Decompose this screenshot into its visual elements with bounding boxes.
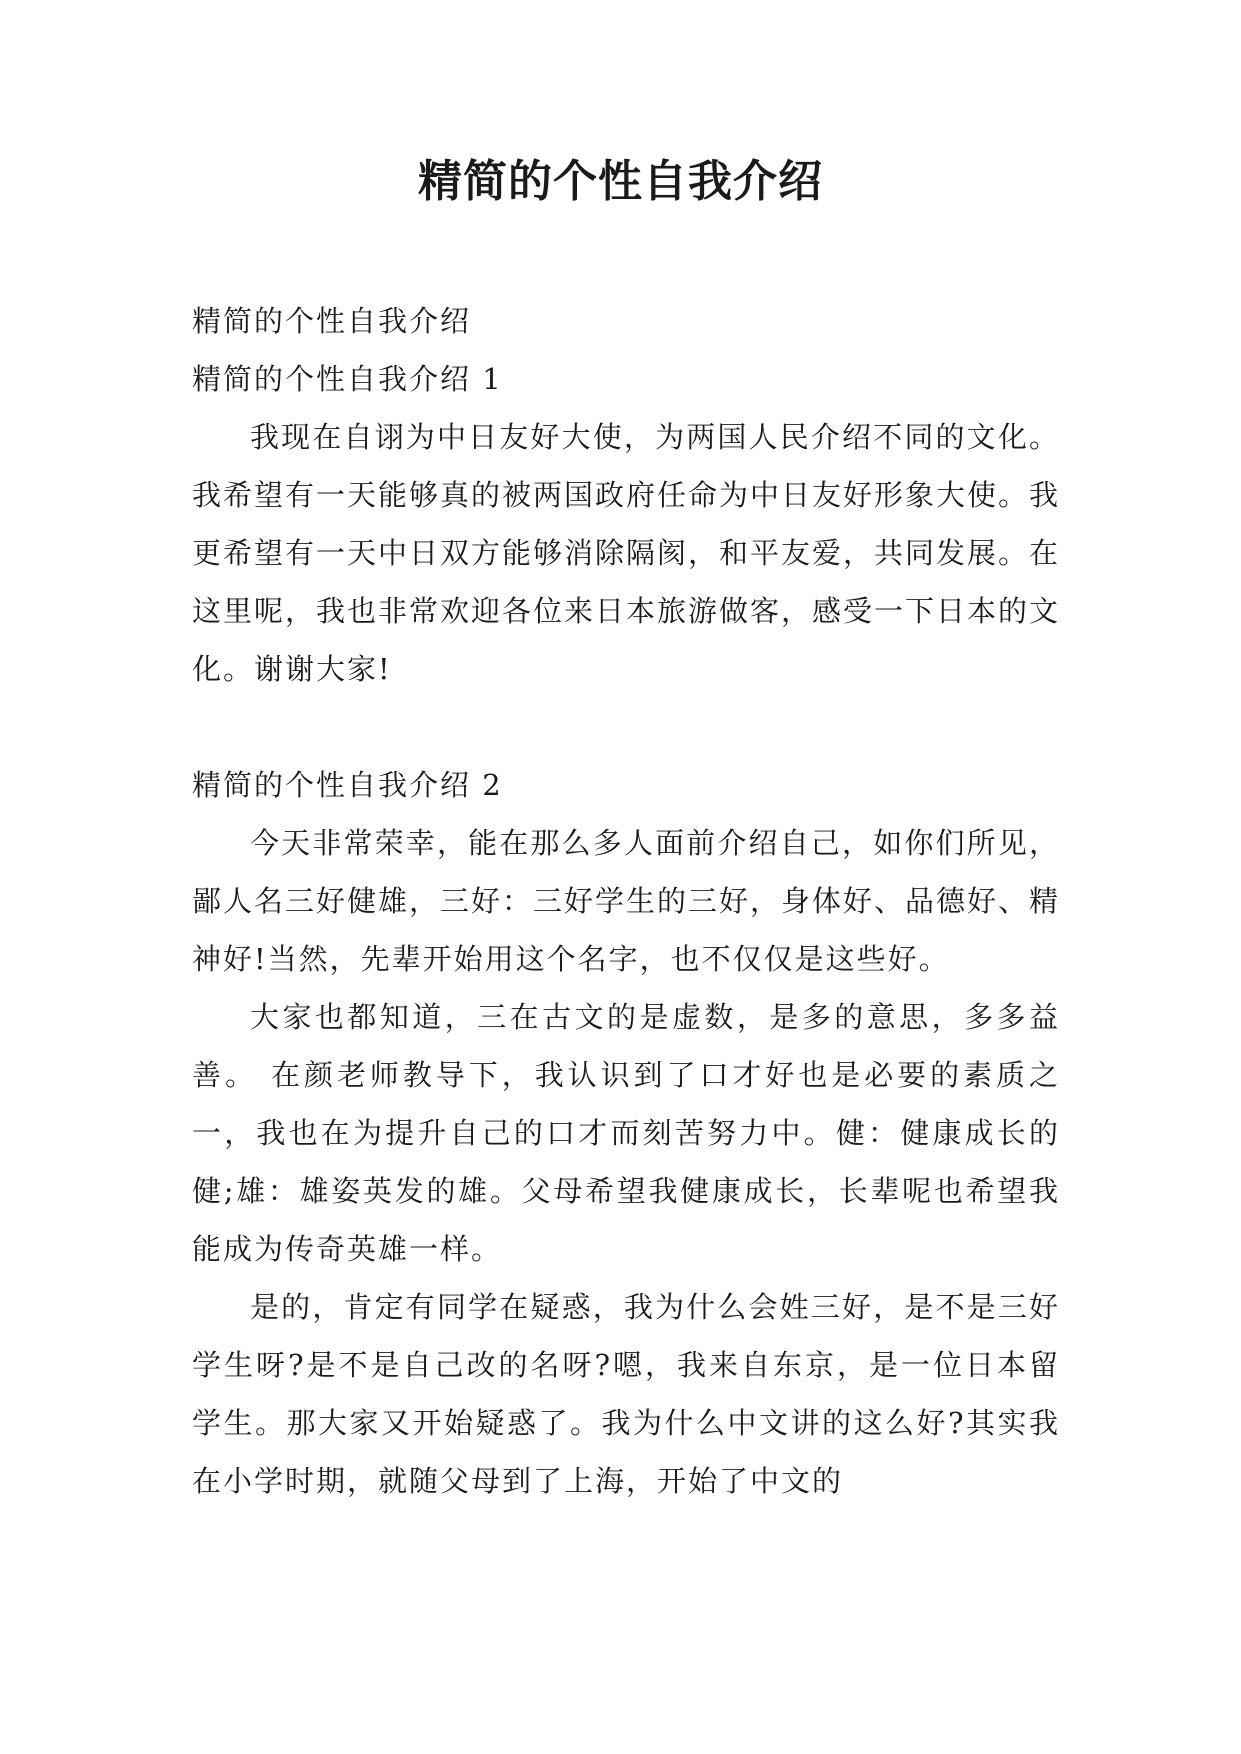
- section-2-paragraph-2: 大家也都知道，三在古文的是虚数，是多的意思，多多益善。 在颜老师教导下，我认识到了口才好也是必要的素质之一，我也在为提升自己的口才而刻苦努力中。健：健康成长的健;雄：雄姿英发的雄。父母希望我健康成长，长辈呢也希望我能成为传奇英雄一样。: [192, 1000, 1060, 1266]
- section-1-paragraph-1: 我现在自诩为中日友好大使，为两国人民介绍不同的文化。我希望有一天能够真的被两国政府任命为中日友好形象大使。我更希望有一天中日双方能够消除隔阂，和平友爱，共同发展。在这里呢，我也非常欢迎各位来日本旅游做客，感受一下日本的文化。谢谢大家!: [192, 420, 1061, 686]
- document-subtitle: 精简的个性自我介绍: [192, 304, 472, 338]
- document-body: [192, 292, 1060, 1510]
- section-1-heading: 精简的个性自我介绍 1: [192, 362, 503, 396]
- section-2-paragraph-3: 是的，肯定有同学在疑惑，我为什么会姓三好，是不是三好学生呀?是不是自己改的名呀?嗯，我来自东京，是一位日本留学生。那大家又开始疑惑了。我为什么中文讲的这么好?其实我在小学时期，就随父母到了上海，开始了中文的: [192, 1290, 1060, 1498]
- document-title: 精简的个性自我介绍: [418, 156, 823, 207]
- section-spacer: [192, 698, 1060, 756]
- section-2-heading: 精简的个性自我介绍 2: [192, 768, 503, 802]
- section-2-paragraph-1: 今天非常荣幸，能在那么多人面前介绍自己，如你们所见，鄙人名三好健雄，三好：三好学生的三好，身体好、品德好、精神好!当然，先辈开始用这个名字，也不仅仅是这些好。: [192, 826, 1061, 976]
